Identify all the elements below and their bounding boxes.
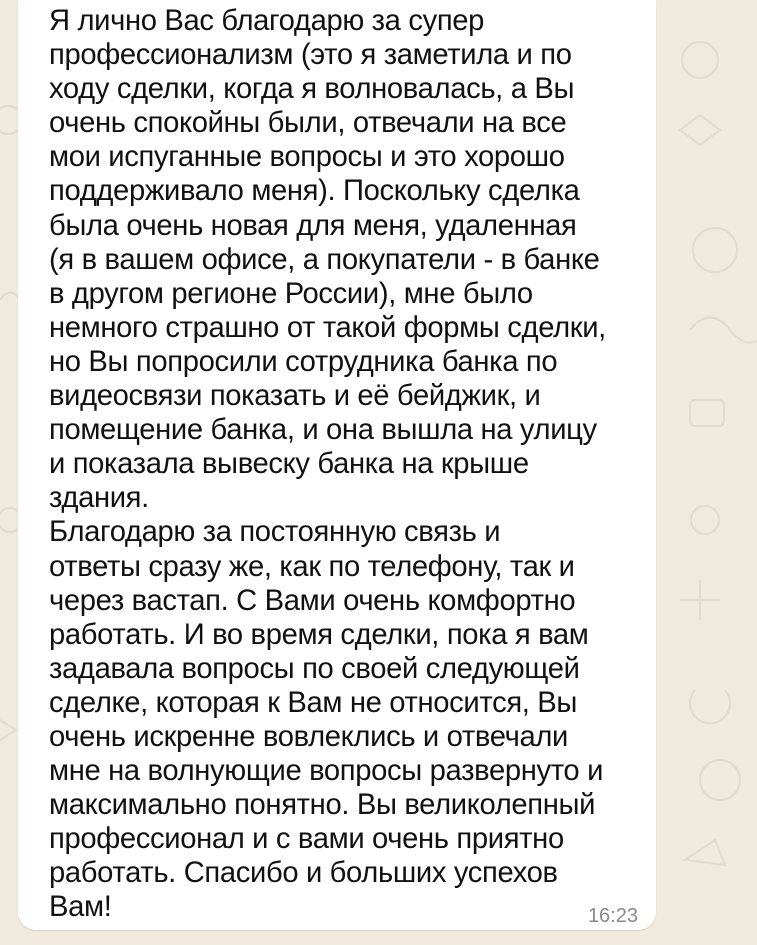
message-timestamp: 16:23 [587,905,638,927]
message-text: Я лично Вас благодарю за супер профессионализм (это я заметила и по ходу сделки, когда я волновалась, а Вы очень спокойны были, отвечали на все мои испуганные вопросы и это хорошо поддерживало меня). Поскольку сделка была очень новая для меня, удаленная (я в вашем офисе, а покупатели - в банке в другом регионе России), мне было немного страшно от такой формы сделки, но Вы попросили сотрудника банка по видеосвязи показать и её бейджик, и помещение банка, и она вышла на улицу и показала вывеску банка на крыше здания. Благодарю за постоянную связь и ответы сразу же, как по телефону, так и через вастап. С Вами очень комфортно работать. И во время сделки, пока я вам задавала вопросы по своей следующей сделке, которая к Вам не относится, Вы очень искренне вовлеклись и отвечали мне на волнующие вопросы развернуто и максимально понятно. Вы великолепный профессионал и с вами очень приятно работать. Спасибо и больших успехов Вам! [49,5,606,924]
incoming-message-bubble[interactable] [18,0,656,930]
